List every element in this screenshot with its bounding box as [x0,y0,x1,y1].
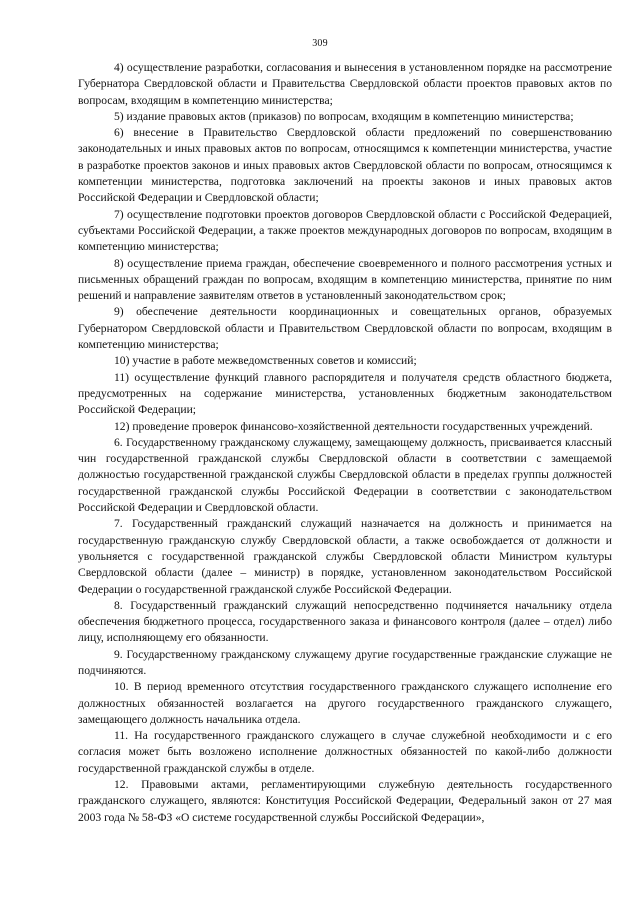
paragraph-section-11: 11. На государственного гражданского служащего в случае служебной необходимости и с его согласия может быть возложено исполнение должностных обязанностей по какой-либо должности государственной гражданской службы в отделе. [78,729,612,775]
page-number: 309 [312,38,328,49]
paragraph-item-5: 5) издание правовых актов (приказов) по вопросам, входящим в компетенцию министерства; [114,109,574,123]
paragraph-section-9: 9. Государственному гражданскому служащему другие государственные гражданские служащие не подчиняются. [78,647,612,677]
paragraph-item-4: 4) осуществление разработки, согласования и вынесения в установленном порядке на рассмотрение Губернатора Свердловской области и Правительства Свердловской области проектов правовых актов по вопросам, входящим в компетенцию министерства; [78,61,612,107]
paragraph-item-9: 9) обеспечение деятельности координационных и совещательных органов, образуемых Губернатором Свердловской области и Правительством Свердловской области по вопросам, входящим в компетенцию министерства; [78,305,612,352]
paragraph-section-7: 7. Государственный гражданский служащий назначается на должность и принимается на государственную гражданскую службу Свердловской области, а также освобождается от должности и увольняется с государственной гражданской службы Свердловской области Министром культуры Свердловской области (далее – министр) в порядке, установленном законодательством Российской Федерации о государственной гражданской службе Российской Федерации. [78,517,612,596]
paragraph-section-6: 6. Государственному гражданскому служащему, замещающему должность, присваивается классный чин государственной гражданской службы Свердловской области в соответствии с замещаемой должностью государственной гражданской службы Свердловской области в пределах группы должностей государственной гражданской службы Российской Федерации в соответствии с законодательством Российской Федерации и Свердловской области. [78,435,612,515]
paragraph-item-8: 8) осуществление приема граждан, обеспечение своевременного и полного рассмотрения устных и письменных обращений граждан по вопросам, входящим в компетенцию министерства, принятие по ним решений и направление заявителям ответов в установленный законодательством срок; [78,256,612,303]
paragraph-section-12: 12. Правовыми актами, регламентирующими служебную деятельность государственного гражданского служащего, являются: Конституция Российской Федерации, Федеральный закон от 27 мая 2003 года № 58-ФЗ «О системе государственной службы Российской Федерации», [78,778,612,824]
paragraph-item-6: 6) внесение в Правительство Свердловской области предложений по совершенствованию законодательных и иных правовых актов по вопросам, относящимся к компетенции министерства, участие в разработке проектов законов и иных правовых актов Свердловской области по вопросам, относящимся к компетенции министерства, подготовка заключений на проекты законов и иных правовых актов Российской Федерации и Свердловской области; [78,126,612,205]
paragraph-item-11: 11) осуществление функций главного распорядителя и получателя средств областного бюджета, предусмотренных на содержание министерства, установленных бюджетным законодательством Российской Федерации; [78,370,612,417]
paragraph-section-8: 8. Государственный гражданский служащий непосредственно подчиняется начальнику отдела обеспечения бюджетного процесса, государственного заказа и финансового контроля (далее – отдел) либо лицу, исполняющему его обязанности. [78,598,612,645]
document-body [78,60,612,826]
paragraph-item-12: 12) проведение проверок финансово-хозяйственной деятельности государственных учреждений. [114,419,593,433]
paragraph-item-7: 7) осуществление подготовки проектов договоров Свердловской области с Российской Федерацией, субъектами Российской Федерации, а также проектов международных договоров по вопросам, входящим в компетенцию министерства; [78,207,612,254]
paragraph-item-10: 10) участие в работе межведомственных советов и комиссий; [114,354,417,368]
paragraph-section-10: 10. В период временного отсутствия государственного гражданского служащего исполнение его должностных обязанностей возлагается на другого государственного гражданского служащего, замещающего должность начальника отдела. [78,680,612,726]
